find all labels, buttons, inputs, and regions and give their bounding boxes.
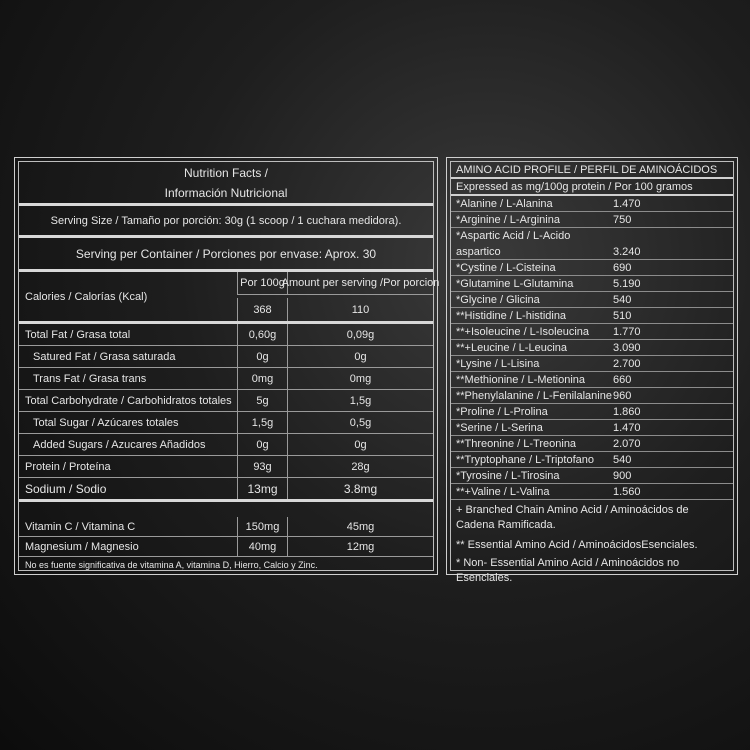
row-per100: 0g (237, 434, 287, 455)
list-item (451, 404, 733, 420)
list-item (451, 292, 733, 308)
amino-name: *Cystine / L-Cisteina (456, 261, 556, 274)
calories-label: Calories / Calorías (Kcal) (25, 290, 148, 303)
row-label: Total Sugar / Azúcares totales (33, 416, 179, 429)
amino-name: **+Leucine / L-Leucina (456, 341, 567, 354)
table-row (19, 390, 433, 412)
amino-acid-table (450, 161, 734, 584)
table-row (19, 346, 433, 368)
note-non-essential: * Non- Essential Amino Acid / Aminoácidos no Esenciales. (456, 557, 680, 584)
row-per100: 0mg (237, 368, 287, 389)
nutrition-title-line1: Nutrition Facts / (183, 165, 269, 180)
amino-value: 2.070 (613, 437, 641, 450)
list-item (451, 308, 733, 324)
row-serving: 0g (287, 434, 433, 455)
list-item (451, 212, 733, 228)
list-item (451, 452, 733, 468)
row-serving: 0mg (287, 368, 433, 389)
amino-value: 1.470 (613, 421, 641, 434)
amino-value: 1.470 (613, 197, 641, 210)
amino-name: **Tryptophane / L-Triptofano (456, 453, 594, 466)
row-label: Vitamin C / Vitamina C (25, 520, 136, 533)
nutrition-title-line2: Información Nutricional (164, 185, 288, 200)
nutrition-footnote: No es fuente significativa de vitamina A, vitamina D, Hierro, Calcio y Zinc. (25, 560, 318, 570)
table-row (19, 478, 433, 502)
amino-value: 540 (613, 453, 632, 466)
amino-name: **Threonine / L-Treonina (456, 437, 577, 450)
row-label: Trans Fat / Grasa trans (33, 372, 147, 385)
amino-value: 1.770 (613, 325, 641, 338)
table-row (19, 456, 433, 478)
amino-value: 750 (613, 213, 632, 226)
list-item (451, 340, 733, 356)
row-serving: 45mg (287, 517, 433, 536)
row-label: Sodium / Sodio (25, 481, 107, 496)
row-label: Protein / Proteína (25, 460, 111, 473)
amino-value: 660 (613, 373, 632, 386)
amino-name: *Alanine / L-Alanina (456, 197, 553, 210)
table-row (19, 324, 433, 346)
table-row (19, 412, 433, 434)
amino-value: 1.560 (613, 485, 641, 498)
amino-acid-panel (446, 157, 738, 584)
amino-value: 3.090 (613, 341, 641, 354)
amino-title: AMINO ACID PROFILE / PERFIL DE AMINOÁCIDOS (456, 163, 718, 176)
amino-value: 2.700 (613, 357, 641, 370)
table-row (19, 537, 433, 557)
amino-title-row (451, 162, 733, 179)
amino-value: 1.860 (613, 405, 641, 418)
amino-name: **+Valine / L-Valina (456, 485, 550, 498)
table-row (19, 368, 433, 390)
row-serving: 0g (287, 346, 433, 367)
amino-subtitle: Expressed as mg/100g protein / Por 100 gramos (456, 180, 693, 193)
row-serving: 28g (287, 456, 433, 477)
amino-name: **Histidine / L-histidina (456, 309, 567, 322)
serving-size-row (19, 206, 433, 238)
amino-name: *Arginine / L-Arginina (456, 213, 560, 226)
amino-name: *Tyrosine / L-Tirosina (456, 469, 560, 482)
list-item (451, 436, 733, 452)
row-label: Magnesium / Magnesio (25, 540, 139, 553)
row-per100: 5g (237, 390, 287, 411)
note-bcaa: + Branched Chain Amino Acid / Aminoácidos de Cadena Ramificada. (456, 504, 689, 531)
list-item (451, 468, 733, 484)
table-row (19, 517, 433, 537)
amino-name: *Glycine / Glicina (456, 293, 540, 306)
calories-per-serving: 110 (287, 298, 433, 321)
footnote-row (19, 557, 433, 573)
row-serving: 3.8mg (287, 478, 433, 499)
row-per100: 40mg (237, 537, 287, 556)
row-per100: 1,5g (237, 412, 287, 433)
amino-name: *Proline / L-Prolina (456, 405, 548, 418)
amino-value: 3.240 (613, 245, 641, 258)
row-per100: 13mg (237, 478, 287, 499)
per-serving-header: Amount per serving /Por porcion (287, 272, 433, 295)
nutrition-facts-table (18, 161, 440, 571)
list-item (451, 260, 733, 276)
list-item (451, 228, 733, 260)
row-serving: 0,5g (287, 412, 433, 433)
list-item (451, 372, 733, 388)
row-serving: 12mg (287, 537, 433, 556)
calories-header-block (19, 272, 440, 324)
row-label: Added Sugars / Azucares Añadidos (33, 438, 206, 451)
amino-name: **+Isoleucine / L-Isoleucina (456, 325, 589, 338)
list-item (451, 388, 733, 404)
amino-value: 900 (613, 469, 632, 482)
amino-subtitle-row (451, 179, 733, 196)
row-label: Satured Fat / Grasa saturada (33, 350, 176, 363)
amino-value: 540 (613, 293, 632, 306)
calories-per100: 368 (237, 298, 287, 321)
row-per100: 93g (237, 456, 287, 477)
serving-size: Serving Size / Tamaño por porción: 30g (1 scoop / 1 cuchara medidora). (50, 214, 402, 227)
amino-name: *Aspartic Acid / L-Acido (456, 229, 571, 242)
list-item (451, 420, 733, 436)
amino-name: *Glutamine L-Glutamina (456, 277, 574, 290)
amino-name: *Lysine / L-Lisina (456, 357, 540, 370)
list-item (451, 276, 733, 292)
nutrition-facts-panel (14, 157, 438, 575)
row-serving: 1,5g (287, 390, 433, 411)
note-essential: ** Essential Amino Acid / AminoácidosEsenciales. (456, 539, 698, 551)
amino-value: 960 (613, 389, 632, 402)
row-serving: 0,09g (287, 324, 433, 345)
amino-name: **Methionine / L-Metionina (456, 373, 586, 386)
amino-name-cont: aspartico (456, 245, 501, 258)
nutrition-title (19, 162, 433, 206)
row-per100: 0g (237, 346, 287, 367)
servings-per-container-row (19, 238, 433, 272)
list-item (451, 356, 733, 372)
list-item (451, 324, 733, 340)
row-per100: 0,60g (237, 324, 287, 345)
amino-name: *Serine / L-Serina (456, 421, 543, 434)
row-label: Total Fat / Grasa total (25, 328, 131, 341)
list-item (451, 484, 733, 500)
per100-header: Por 100g (237, 272, 287, 295)
list-item (451, 196, 733, 212)
row-per100: 150mg (237, 517, 287, 536)
table-row (19, 434, 433, 456)
amino-value: 690 (613, 261, 632, 274)
amino-name: **Phenylalanine / L-Fenilalanine (456, 389, 612, 402)
row-label: Total Carbohydrate / Carbohidratos totales (25, 394, 232, 407)
amino-value: 5.190 (613, 277, 641, 290)
servings-per-container: Serving per Container / Porciones por envase: Aprox. 30 (75, 246, 377, 261)
amino-value: 510 (613, 309, 632, 322)
